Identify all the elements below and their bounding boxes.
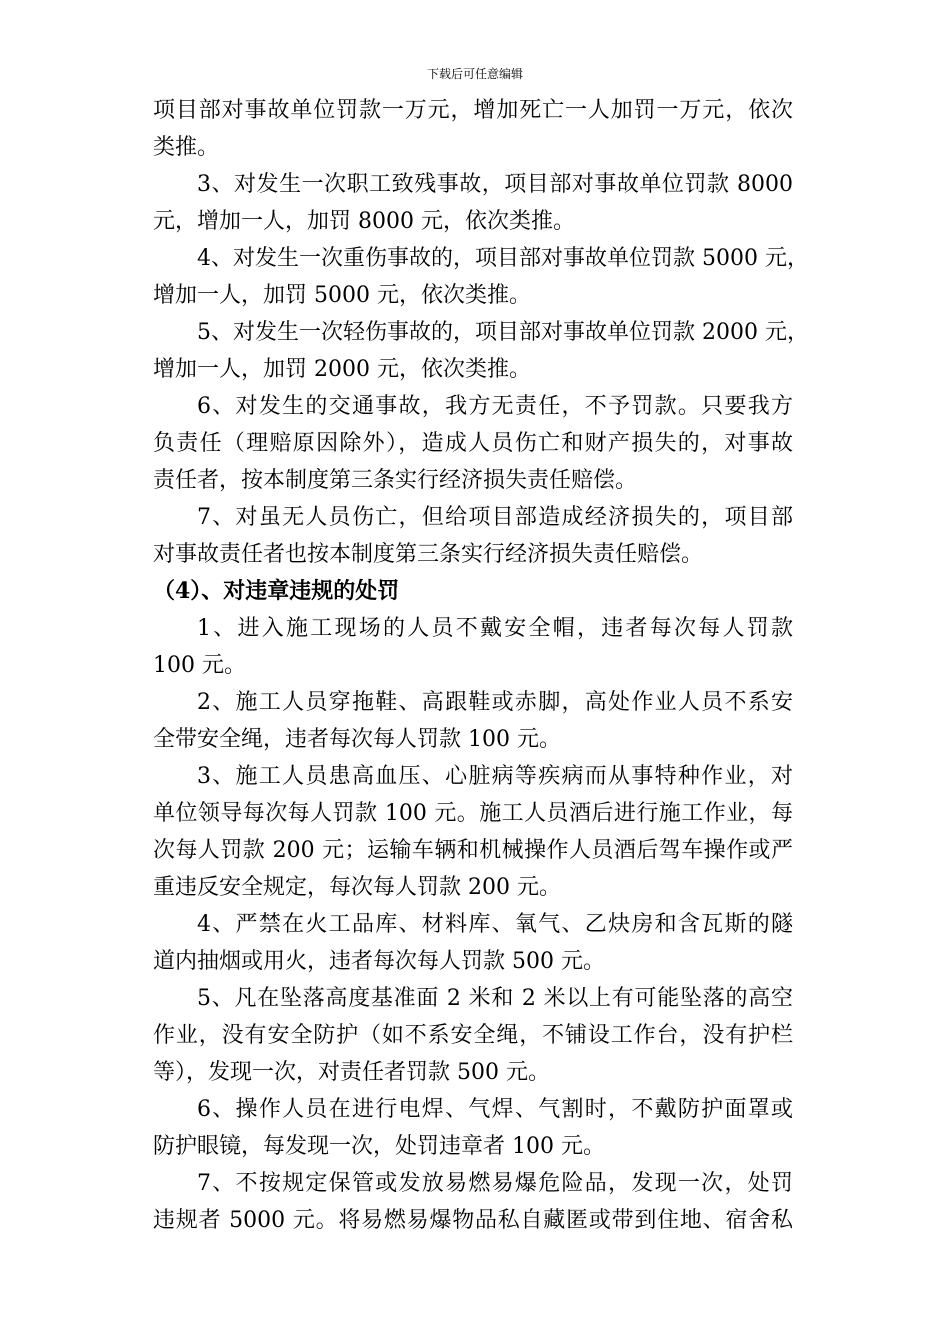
text-line: 重违反安全规定，每次每人罚款 200 元。	[153, 875, 561, 900]
text-line: 4、严禁在火工品库、材料库、氧气、乙炔房和含瓦斯的隧	[197, 912, 793, 937]
text-line: 道内抽烟或用火，违者每次每人罚款 500 元。	[153, 949, 605, 974]
text-line: 单位领导每次每人罚款 100 元。施工人员酒后进行施工作业，每	[153, 801, 793, 826]
document-body	[153, 92, 809, 1239]
text-line: 责任者，按本制度第三条实行经济损失责任赔偿。	[153, 468, 638, 493]
text-line: 负责任（理赔原因除外），造成人员伤亡和财产损失的，对事故	[153, 431, 793, 456]
text-line: 7、对虽无人员伤亡，但给项目部造成经济损失的，项目部	[197, 505, 793, 530]
text-line: 3、施工人员患高血压、心脏病等疾病而从事特种作业，对	[197, 764, 793, 789]
text-line: 2、施工人员穿拖鞋、高跟鞋或赤脚，高处作业人员不系安	[197, 690, 793, 715]
text-line: 4、对发生一次重伤事故的，项目部对事故单位罚款 5000 元，	[197, 246, 809, 271]
text-line: 6、对发生的交通事故，我方无责任，不予罚款。只要我方	[197, 394, 793, 419]
text-line: 等），发现一次，对责任者罚款 500 元。	[153, 1060, 550, 1085]
text-line: 增加一人，加罚 2000 元，依次类推。	[153, 357, 531, 382]
text-line: 7、不按规定保管或发放易燃易爆危险品，发现一次，处罚	[197, 1171, 793, 1196]
page-header: 下载后可任意编辑	[426, 67, 523, 81]
text-line: 5、凡在坠落高度基准面 2 米和 2 米以上有可能坠落的高空	[197, 986, 793, 1011]
text-line: 次每人罚款 200 元；运输车辆和机械操作人员酒后驾车操作或严	[153, 838, 793, 863]
text-line: 5、对发生一次轻伤事故的，项目部对事故单位罚款 2000 元，	[197, 320, 809, 345]
text-line: 元，增加一人，加罚 8000 元，依次类推。	[153, 209, 575, 234]
text-line: 6、操作人员在进行电焊、气焊、气割时，不戴防护面罩或	[197, 1097, 793, 1122]
text-line: 作业，没有安全防护（如不系安全绳，不铺设工作台，没有护栏	[153, 1023, 793, 1048]
text-line: 100 元。	[153, 653, 246, 678]
text-line: 违规者 5000 元。将易燃易爆物品私自藏匿或带到住地、宿舍私	[153, 1208, 793, 1233]
section-heading: （4）、对违章违规的处罚	[153, 578, 400, 604]
text-line: 项目部对事故单位罚款一万元，增加死亡一人加罚一万元，依次	[153, 98, 793, 123]
text-line: 对事故责任者也按本制度第三条实行经济损失责任赔偿。	[153, 542, 704, 567]
text-line: 全带安全绳，违者每次每人罚款 100 元。	[153, 727, 561, 752]
text-line: 类推。	[153, 135, 220, 160]
text-line: 1、进入施工现场的人员不戴安全帽，违者每次每人罚款	[197, 616, 793, 641]
text-line: 增加一人，加罚 5000 元，依次类推。	[153, 283, 531, 308]
text-line: 防护眼镜，每发现一次，处罚违章者 100 元。	[153, 1134, 605, 1159]
text-line: 3、对发生一次职工致残事故，项目部对事故单位罚款 8000	[197, 172, 793, 197]
